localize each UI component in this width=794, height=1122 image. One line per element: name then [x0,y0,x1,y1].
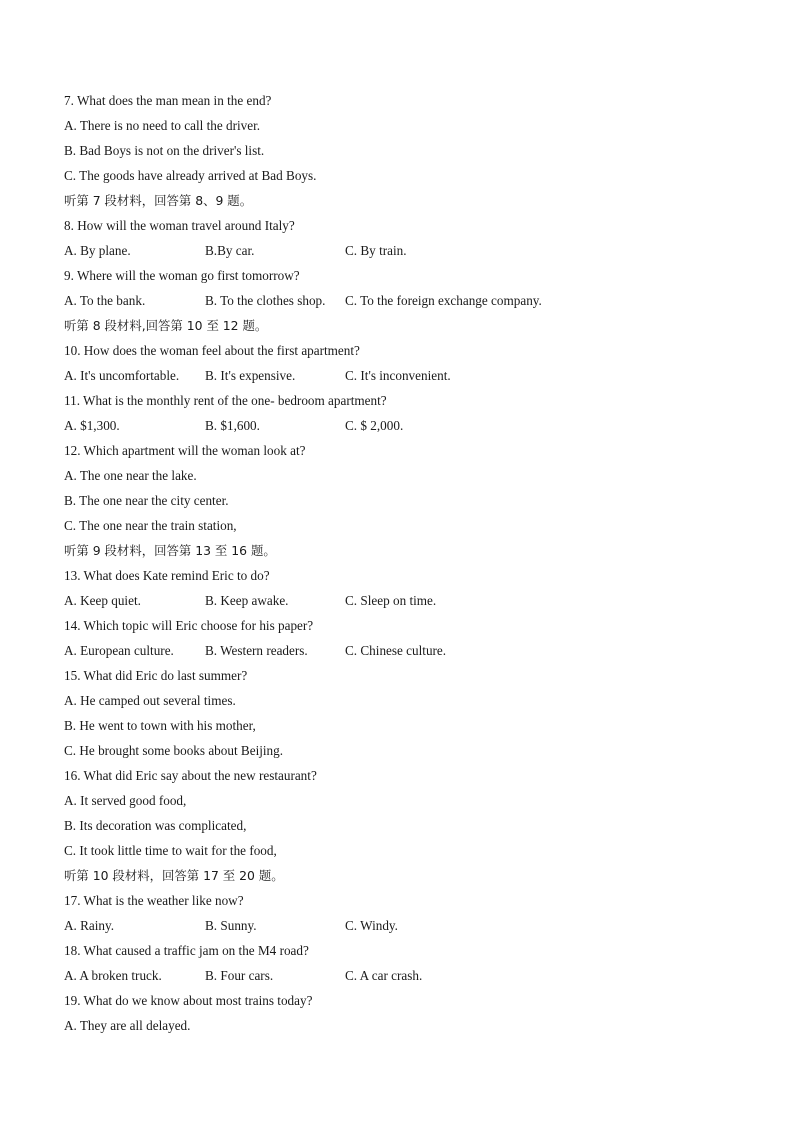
option-15c: C. He brought some books about Beijing. [64,743,284,758]
question-12: 12. Which apartment will the woman look at? [64,443,306,458]
options-9 [64,288,764,313]
option-13b: B. Keep awake. [205,593,289,608]
section-header-7: 听第 7 段材料，回答第 8、9 题。 [64,193,253,208]
option-13c: C. Sleep on time. [345,593,437,608]
options-11 [64,413,764,438]
option-8a: A. By plane. [64,243,131,258]
section-header-8: 听第 8 段材料,回答第 10 至 12 题。 [64,318,268,333]
option-8c: C. By train. [345,243,407,258]
question-19: 19. What do we know about most trains today? [64,993,313,1008]
options-17 [64,913,764,938]
option-18a: A. A broken truck. [64,968,162,983]
question-18: 18. What caused a traffic jam on the M4 road? [64,943,309,958]
option-9a: A. To the bank. [64,293,146,308]
options-8 [64,238,764,263]
question-17: 17. What is the weather like now? [64,893,244,908]
option-7a: A. There is no need to call the driver. [64,118,261,133]
option-8b: B.By car. [205,243,255,258]
exam-page [64,88,764,1038]
section-header-10: 听第 10 段材料，回答第 17 至 20 题。 [64,868,284,883]
option-19a: A. They are all delayed. [64,1018,191,1033]
option-12c: C. The one near the train station, [64,518,237,533]
option-12a: A. The one near the lake. [64,468,197,483]
option-17a: A. Rainy. [64,918,115,933]
question-10: 10. How does the woman feel about the first apartment? [64,343,360,358]
question-16: 16. What did Eric say about the new restaurant? [64,768,317,783]
option-12b: B. The one near the city center. [64,493,229,508]
option-17b: B. Sunny. [205,918,257,933]
question-8: 8. How will the woman travel around Italy? [64,218,295,233]
option-14c: C. Chinese culture. [345,643,447,658]
options-13 [64,588,764,613]
question-7: 7. What does the man mean in the end? [64,93,272,108]
option-17c: C. Windy. [345,918,398,933]
option-9b: B. To the clothes shop. [205,293,326,308]
question-11: 11. What is the monthly rent of the one- bedroom apartment? [64,393,387,408]
question-14: 14. Which topic will Eric choose for his paper? [64,618,314,633]
options-14 [64,638,764,663]
option-13a: A. Keep quiet. [64,593,141,608]
option-18c: C. A car crash. [345,968,423,983]
option-10c: C. It's inconvenient. [345,368,451,383]
option-14a: A. European culture. [64,643,174,658]
option-15b: B. He went to town with his mother, [64,718,256,733]
question-13: 13. What does Kate remind Eric to do? [64,568,270,583]
option-16c: C. It took little time to wait for the food, [64,843,277,858]
options-18 [64,963,764,988]
options-10 [64,363,764,388]
question-9: 9. Where will the woman go first tomorrow? [64,268,300,283]
question-15: 15. What did Eric do last summer? [64,668,248,683]
option-9c: C. To the foreign exchange company. [345,293,542,308]
option-7b: B. Bad Boys is not on the driver's list. [64,143,265,158]
option-10b: B. It's expensive. [205,368,296,383]
option-11c: C. $ 2,000. [345,418,404,433]
option-7c: C. The goods have already arrived at Bad Boys. [64,168,317,183]
option-10a: A. It's uncomfortable. [64,368,180,383]
option-15a: A. He camped out several times. [64,693,236,708]
option-11a: A. $1,300. [64,418,120,433]
option-16b: B. Its decoration was complicated, [64,818,247,833]
option-11b: B. $1,600. [205,418,260,433]
section-header-9: 听第 9 段材料，回答第 13 至 16 题。 [64,543,276,558]
option-18b: B. Four cars. [205,968,274,983]
option-14b: B. Western readers. [205,643,308,658]
option-16a: A. It served good food, [64,793,187,808]
